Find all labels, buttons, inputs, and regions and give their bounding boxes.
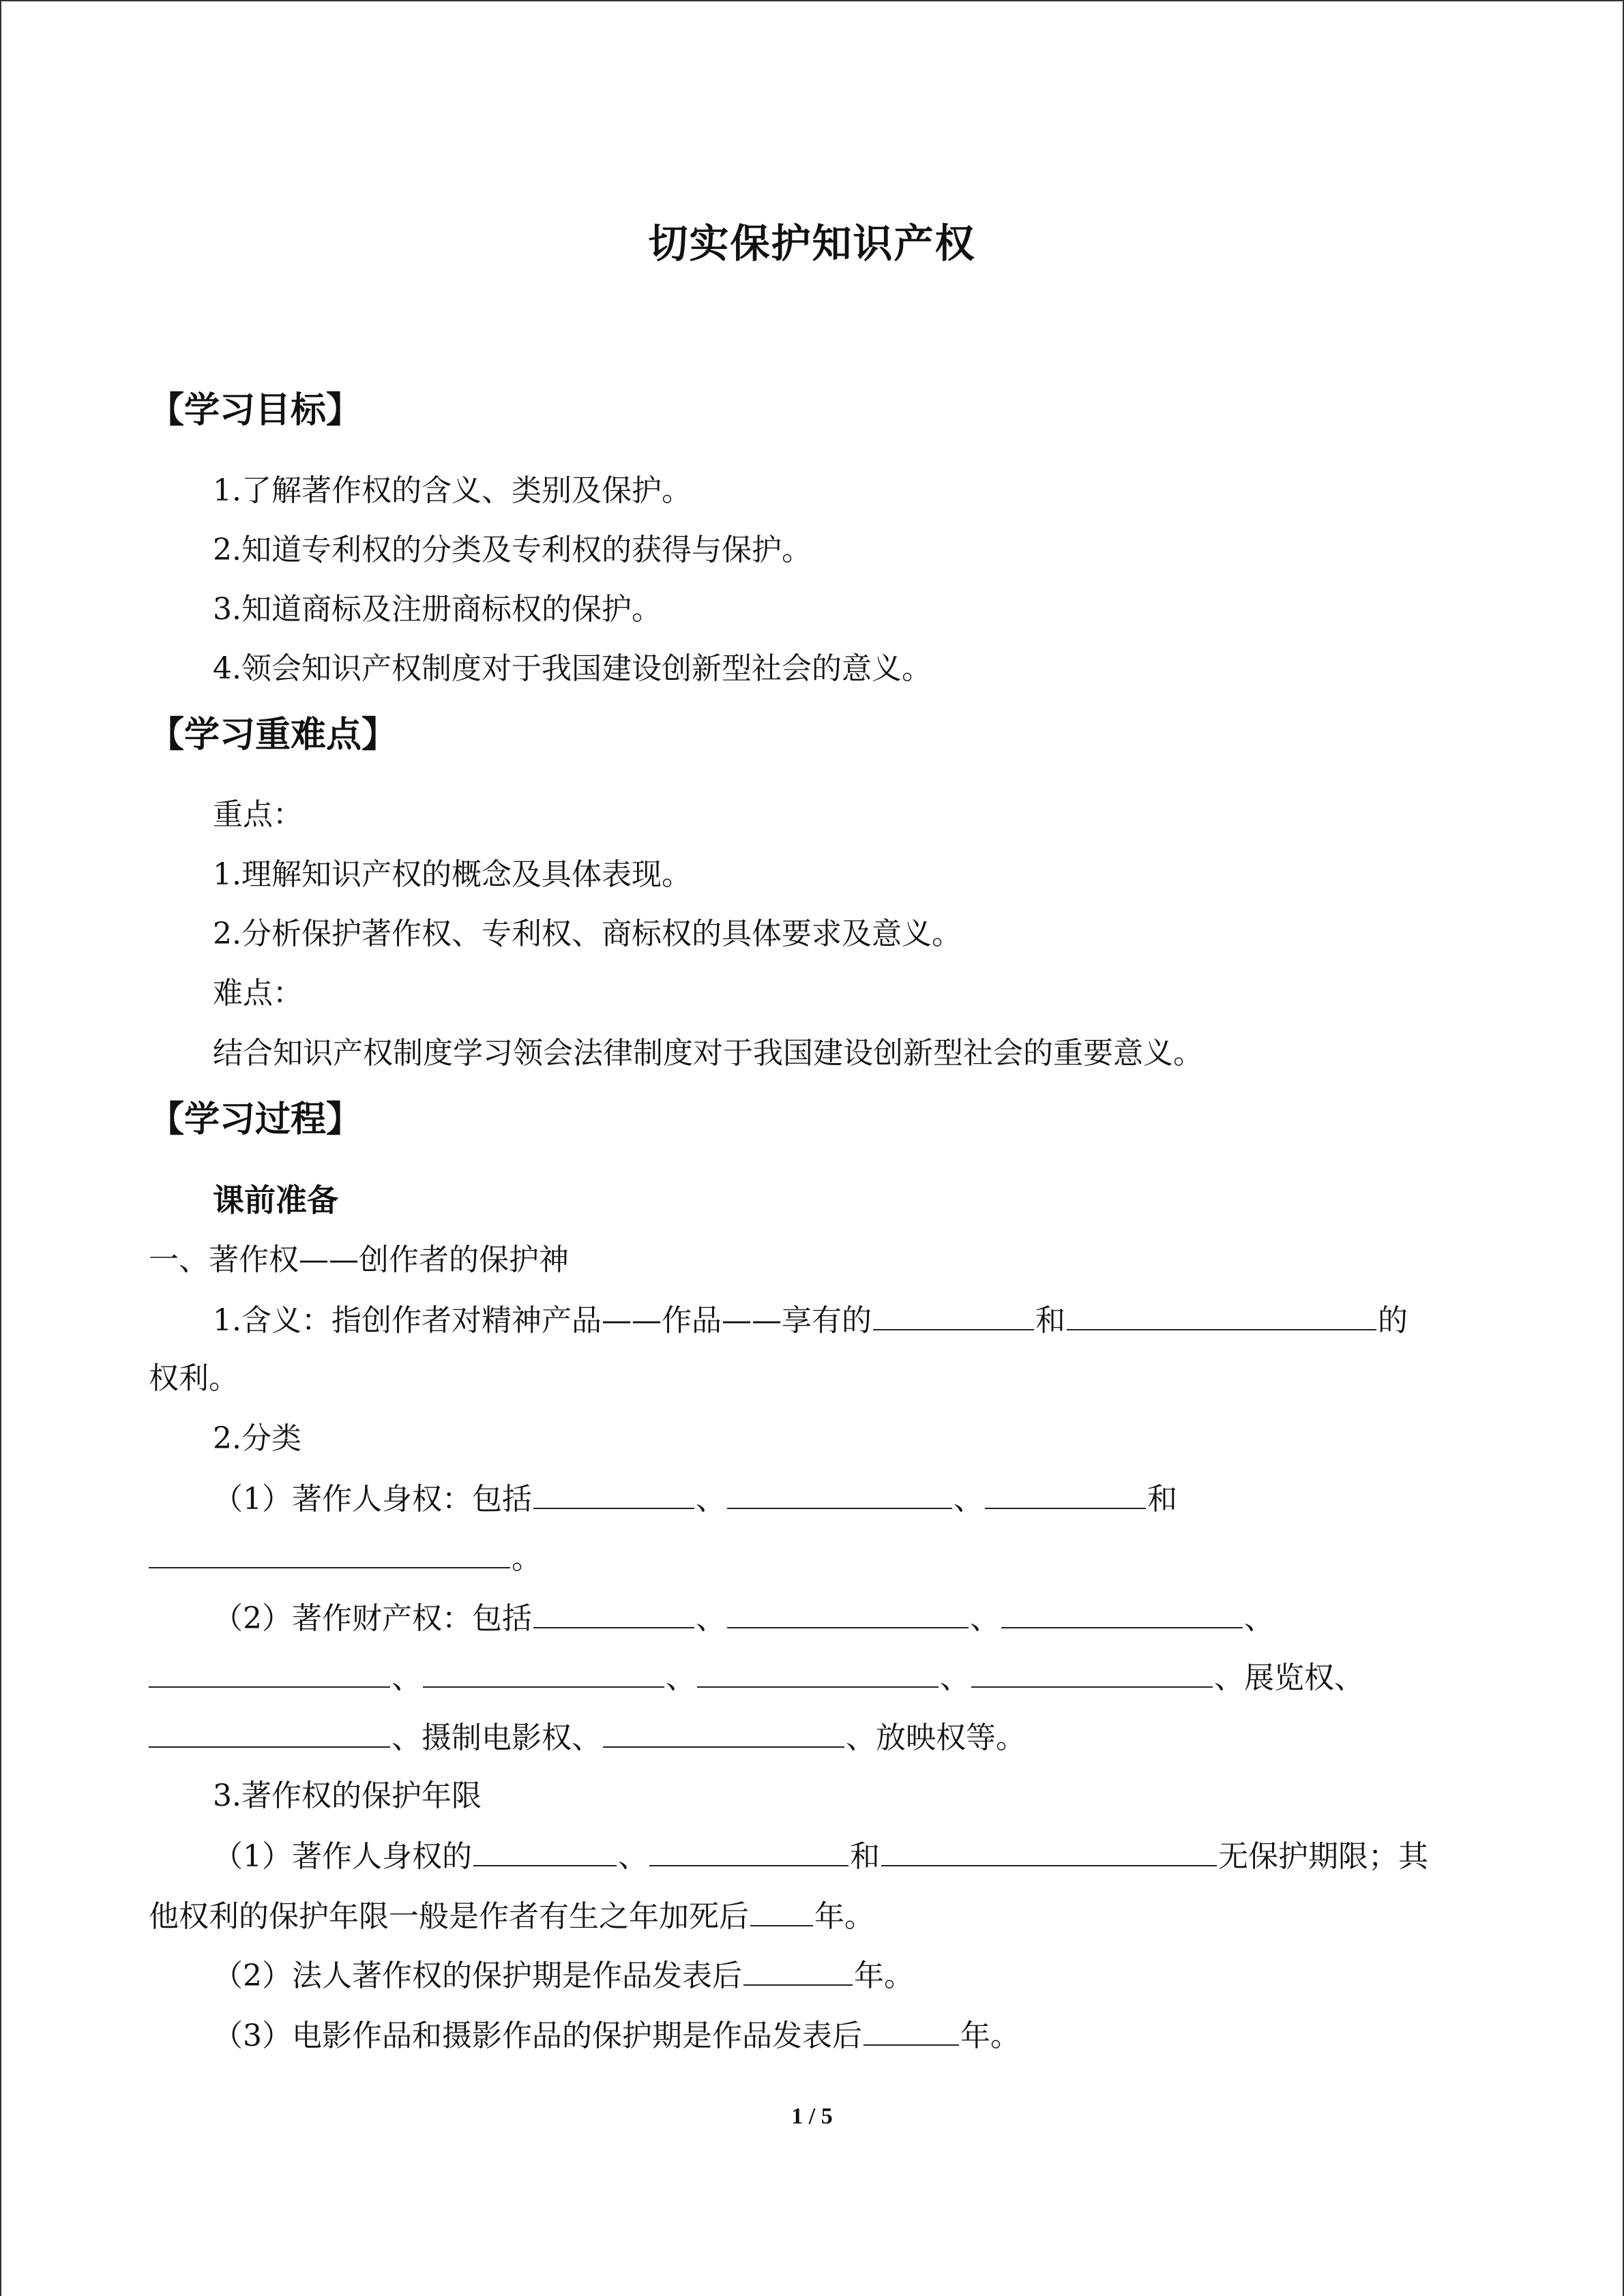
of-text: 的 bbox=[1377, 1303, 1408, 1338]
separator: 、 bbox=[696, 1601, 726, 1636]
blank-field[interactable] bbox=[727, 1597, 969, 1628]
blank-field[interactable] bbox=[863, 2014, 959, 2046]
process-heading: 【学习过程】 bbox=[149, 1099, 362, 1140]
personal-rights-cont bbox=[149, 1537, 542, 1579]
separator: 、 bbox=[846, 1720, 876, 1755]
blank-field[interactable] bbox=[149, 1716, 390, 1748]
period: 。 bbox=[512, 1541, 542, 1576]
objective-item: 4.领会知识产权制度对于我国建设创新型社会的意义。 bbox=[213, 651, 932, 686]
personal-rights-line bbox=[213, 1478, 1177, 1520]
screening-right: 放映权等。 bbox=[876, 1720, 1026, 1755]
blank-field[interactable] bbox=[1001, 1597, 1243, 1628]
objectives-heading: 【学习目标】 bbox=[149, 390, 362, 431]
property-rights-cont bbox=[149, 1656, 1364, 1699]
term-label: 3.著作权的保护年限 bbox=[213, 1778, 482, 1813]
blank-field[interactable] bbox=[149, 1537, 510, 1568]
property-rights-cont2 bbox=[149, 1716, 1026, 1759]
definition-text: 1.含义：指创作者对精神产品——作品——享有的 bbox=[213, 1303, 872, 1338]
personal-rights-text: （1）著作人身权：包括 bbox=[213, 1482, 532, 1517]
objective-item: 3.知道商标及注册商标权的保护。 bbox=[213, 592, 662, 627]
blank-field[interactable] bbox=[1067, 1299, 1376, 1330]
term-1-tail: 无保护期限；其 bbox=[1218, 1839, 1428, 1874]
page-number: 1 / 5 bbox=[791, 2104, 833, 2129]
term-1-text: （1）著作人身权的 bbox=[213, 1839, 472, 1874]
key-item: 2.分析保护著作权、专利权、商标权的具体要求及意义。 bbox=[213, 916, 962, 951]
blank-field[interactable] bbox=[881, 1835, 1217, 1866]
key-item: 1.理解知识产权的概念及具体表现。 bbox=[213, 857, 692, 892]
document-title: 切实保护知识产权 bbox=[648, 220, 976, 267]
term-1-line bbox=[213, 1835, 1428, 1877]
difficult-label: 难点： bbox=[213, 976, 303, 1011]
blank-field[interactable] bbox=[873, 1299, 1034, 1330]
and-text: 和 bbox=[1147, 1482, 1177, 1517]
definition-line bbox=[213, 1299, 1408, 1341]
film-right: 摄制电影权、 bbox=[422, 1720, 602, 1755]
year-text: 年。 bbox=[854, 1958, 914, 1993]
separator: 、 bbox=[970, 1601, 1000, 1636]
separator: 、 bbox=[618, 1839, 648, 1874]
key-label: 重点： bbox=[213, 797, 303, 832]
blank-field[interactable] bbox=[533, 1597, 694, 1628]
separator: 、 bbox=[940, 1660, 970, 1695]
key-points-heading: 【学习重难点】 bbox=[149, 715, 398, 756]
blank-field[interactable] bbox=[697, 1656, 939, 1688]
term-2-line bbox=[213, 1954, 914, 1997]
term-3-text: （3）电影作品和摄影作品的保护期是作品发表后 bbox=[213, 2018, 862, 2053]
and-text: 和 bbox=[1035, 1303, 1065, 1338]
blank-field[interactable] bbox=[473, 1835, 617, 1866]
separator: 、 bbox=[1214, 1660, 1244, 1695]
separator: 、 bbox=[954, 1482, 984, 1517]
year-text: 年。 bbox=[814, 1899, 874, 1934]
year-text: 年。 bbox=[960, 2018, 1020, 2053]
separator: 、 bbox=[696, 1482, 726, 1517]
separator: 、 bbox=[1244, 1601, 1274, 1636]
blank-field[interactable] bbox=[649, 1835, 848, 1866]
blank-field[interactable] bbox=[533, 1478, 694, 1509]
exhibition-right: 展览权、 bbox=[1244, 1660, 1364, 1695]
page-border-top bbox=[0, 0, 1624, 1]
and-text: 和 bbox=[850, 1839, 880, 1874]
term-1-cont-text: 他权利的保护年限一般是作者有生之年加死后 bbox=[149, 1899, 749, 1934]
section-copyright: 一、著作权——创作者的保护神 bbox=[149, 1242, 569, 1277]
term-1-cont bbox=[149, 1895, 874, 1937]
blank-field[interactable] bbox=[727, 1478, 952, 1509]
blank-field[interactable] bbox=[149, 1656, 390, 1688]
term-2-text: （2）法人著作权的保护期是作品发表后 bbox=[213, 1958, 742, 1993]
category-label: 2.分类 bbox=[213, 1421, 301, 1456]
blank-field[interactable] bbox=[750, 1895, 813, 1926]
term-3-line bbox=[213, 2014, 1020, 2057]
blank-field[interactable] bbox=[971, 1656, 1213, 1688]
separator: 、 bbox=[666, 1660, 696, 1695]
blank-field[interactable] bbox=[603, 1716, 844, 1748]
prep-label: 课前准备 bbox=[213, 1182, 338, 1219]
separator: 、 bbox=[392, 1720, 422, 1755]
separator: 、 bbox=[392, 1660, 422, 1695]
objective-item: 1.了解著作权的含义、类别及保护。 bbox=[213, 473, 692, 508]
property-rights-text: （2）著作财产权：包括 bbox=[213, 1601, 532, 1636]
blank-field[interactable] bbox=[985, 1478, 1146, 1509]
blank-field[interactable] bbox=[743, 1954, 853, 1986]
definition-cont: 权利。 bbox=[149, 1361, 239, 1396]
difficult-text: 结合知识产权制度学习领会法律制度对于我国建设创新型社会的重要意义。 bbox=[213, 1036, 1203, 1071]
page-border-left bbox=[0, 0, 1, 2296]
property-rights-line bbox=[213, 1597, 1274, 1639]
objective-item: 2.知道专利权的分类及专利权的获得与保护。 bbox=[213, 533, 812, 567]
blank-field[interactable] bbox=[423, 1656, 664, 1688]
